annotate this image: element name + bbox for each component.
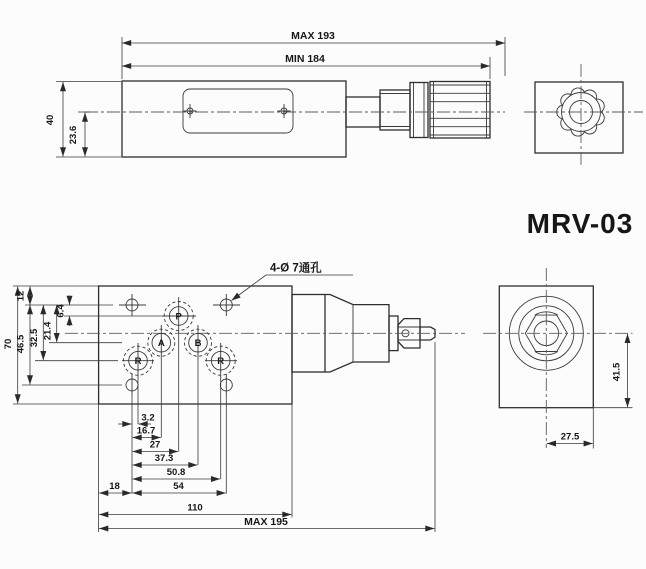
dim-top-center-height: 23.6 (68, 125, 79, 145)
side-view (483, 268, 633, 448)
port-p (162, 297, 196, 333)
dim-front-holes-to-ab: 21.4 (42, 321, 54, 341)
port-b-label: B (194, 338, 202, 350)
dim-front-holes-to-p: 6.4 (55, 304, 67, 318)
port-r-left-label: R (134, 356, 142, 368)
bolt-hole-bottom-left (126, 374, 138, 396)
bolt-hole-bottom-right (220, 374, 232, 396)
port-a (148, 325, 175, 360)
dim-front-holes-to-bottom-holes: 46.5 (15, 334, 27, 354)
port-a-label: A (157, 338, 165, 350)
dim-top-height: 40 (45, 114, 56, 126)
dim-front-holes-span: 54 (173, 481, 184, 492)
dim-front-a-offset: 16.7 (136, 425, 156, 437)
port-p-label: P (175, 311, 182, 323)
dim-front-overall-max: MAX 195 (244, 516, 288, 528)
dim-top-max-length: MAX 193 (291, 30, 335, 42)
model-title: MRV-03 (526, 208, 634, 239)
dim-front-holes-to-r: 32.5 (29, 328, 40, 348)
dim-front-top-to-holes: 12 (15, 290, 27, 302)
knob-end-view (524, 64, 643, 168)
dim-front-edge-to-holes: 18 (109, 481, 120, 492)
front-view (65, 286, 465, 404)
dim-front-body-width: 110 (187, 502, 203, 514)
dim-front-b-offset: 37.3 (154, 453, 174, 464)
dim-side-width: 27.5 (560, 431, 580, 443)
port-r-right (205, 343, 237, 378)
bolt-hole-top-left (119, 294, 146, 316)
front-view-dimensions (3, 261, 435, 533)
dim-front-p-offset: 27 (149, 439, 161, 451)
side-view-dimensions (547, 334, 633, 449)
hole-note-label: 4-Ø 7通孔 (270, 262, 322, 275)
dim-front-r-right-offset: 50.8 (166, 467, 186, 478)
dim-side-height: 41.5 (611, 362, 623, 382)
dim-top-min-length: MIN 184 (285, 53, 325, 65)
port-r-right-label: R (217, 356, 225, 368)
dim-front-overall-height: 70 (3, 338, 14, 350)
dim-front-r-offset: 3.2 (141, 412, 155, 424)
top-view (85, 81, 505, 157)
